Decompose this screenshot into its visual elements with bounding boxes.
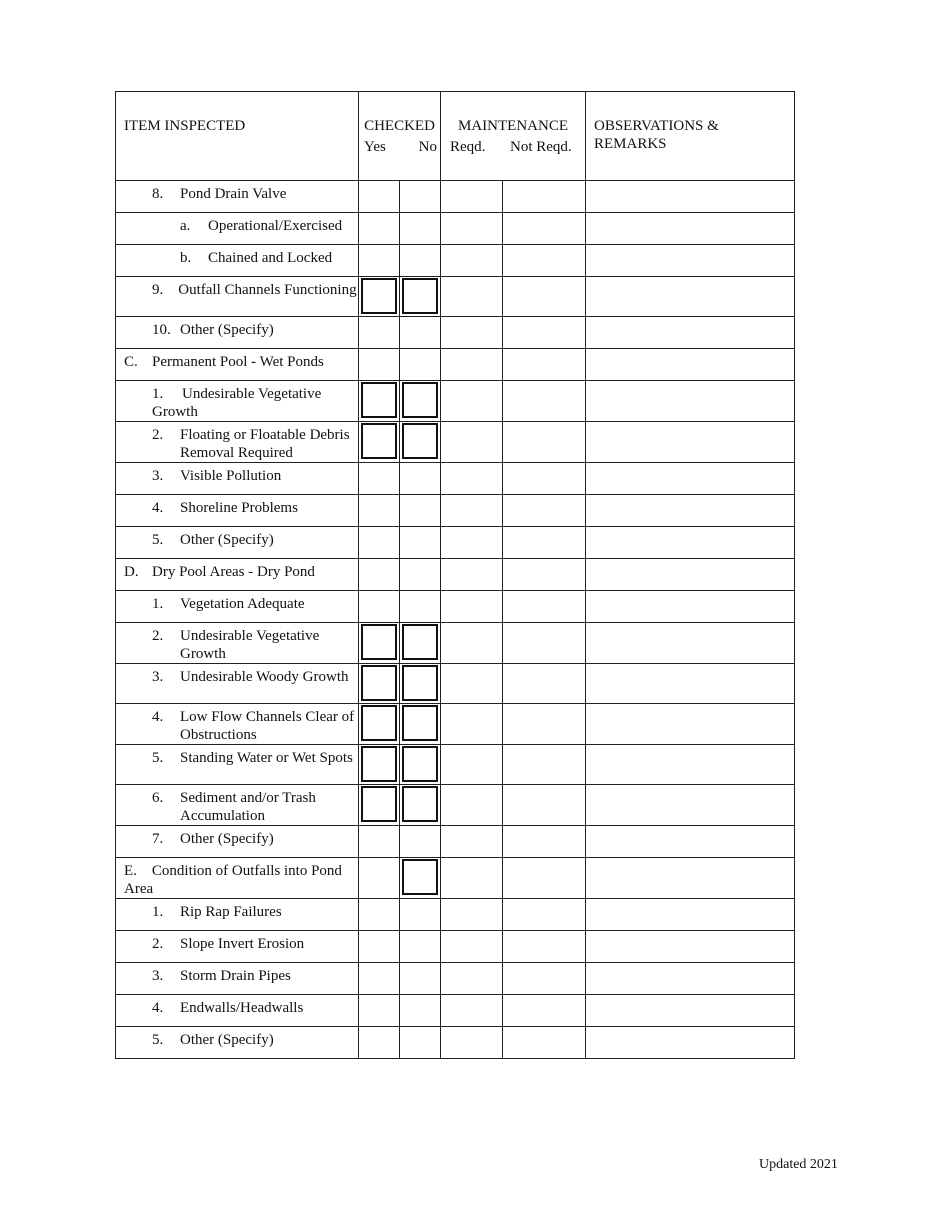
yes-checkbox[interactable] [361,423,397,459]
table-row [116,181,795,213]
yes-cell[interactable] [359,349,400,381]
updated-note: Updated 2021 [759,1157,838,1172]
yes-cell[interactable] [359,213,400,245]
not-reqd-cell[interactable] [503,559,586,591]
reqd-cell[interactable] [441,745,503,785]
yes-cell[interactable] [359,495,400,527]
no-cell[interactable] [400,623,441,664]
remarks-cell[interactable] [586,704,795,745]
reqd-cell[interactable] [441,317,503,349]
yes-cell[interactable] [359,623,400,664]
remarks-label: REMARKS [594,136,667,152]
item-label: 5. Other (Specify) [152,532,274,548]
reqd-cell[interactable] [441,559,503,591]
no-cell[interactable] [400,527,441,559]
yes-checkbox[interactable] [361,786,397,822]
item-label: 2. Undesirable Vegetative Growth [152,628,320,662]
no-cell[interactable] [400,858,441,899]
item-label: 1. Undesirable Vegetative Growth [152,386,322,420]
no-checkbox[interactable] [402,705,438,741]
yes-cell[interactable] [359,664,400,704]
observations-header [586,92,795,181]
no-cell[interactable] [400,995,441,1027]
table-row [116,527,795,559]
item-inspected-label: ITEM INSPECTED [124,118,246,134]
item-label: a. Operational/Exercised [180,218,343,234]
item-label: 3. Undesirable Woody Growth [152,669,349,685]
table-row [116,591,795,623]
yes-cell[interactable] [359,826,400,858]
item-label: 4. Low Flow Channels Clear of Obstructions [152,709,355,743]
no-cell[interactable] [400,181,441,213]
table-row [116,785,795,826]
yes-cell[interactable] [359,422,400,463]
table-row [116,931,795,963]
yes-cell[interactable] [359,591,400,623]
remarks-cell[interactable] [586,181,795,213]
remarks-cell[interactable] [586,349,795,381]
item-label: 3. Storm Drain Pipes [152,968,291,984]
yes-cell[interactable] [359,931,400,963]
table-row [116,317,795,349]
table-row [116,745,795,785]
reqd-cell[interactable] [441,349,503,381]
table-row [116,826,795,858]
item-label: 2. Floating or Floatable Debris Removal Required [152,427,350,461]
table-row [116,213,795,245]
not-reqd-cell[interactable] [503,785,586,826]
item-label: 9. Outfall Channels Functioning [152,282,357,298]
reqd-cell[interactable] [441,381,503,422]
not-reqd-cell[interactable] [503,277,586,317]
remarks-cell[interactable] [586,317,795,349]
no-cell[interactable] [400,899,441,931]
not-reqd-cell[interactable] [503,591,586,623]
yes-cell[interactable] [359,317,400,349]
reqd-cell[interactable] [441,858,503,899]
table-row [116,559,795,591]
not-reqd-cell[interactable] [503,858,586,899]
table-row [116,858,795,899]
yes-cell[interactable] [359,381,400,422]
no-checkbox[interactable] [402,278,438,314]
not-reqd-cell[interactable] [503,181,586,213]
not-reqd-cell[interactable] [503,245,586,277]
no-cell[interactable] [400,704,441,745]
remarks-cell[interactable] [586,527,795,559]
no-cell[interactable] [400,245,441,277]
no-cell[interactable] [400,317,441,349]
not-reqd-cell[interactable] [503,745,586,785]
remarks-cell[interactable] [586,899,795,931]
remarks-cell[interactable] [586,931,795,963]
table-row [116,664,795,704]
no-cell[interactable] [400,495,441,527]
item-label: 8. Pond Drain Valve [152,186,287,202]
not-reqd-cell[interactable] [503,495,586,527]
item-label: 1. Vegetation Adequate [152,596,305,612]
reqd-cell[interactable] [441,664,503,704]
reqd-cell[interactable] [441,826,503,858]
item-label: 1. Rip Rap Failures [152,904,282,920]
not-reqd-cell[interactable] [503,381,586,422]
not-reqd-cell[interactable] [503,931,586,963]
reqd-cell[interactable] [441,422,503,463]
reqd-cell[interactable] [441,995,503,1027]
reqd-cell[interactable] [441,931,503,963]
reqd-cell[interactable] [441,181,503,213]
no-label: No [418,139,437,155]
no-checkbox[interactable] [402,624,438,660]
item-label: 5. Other (Specify) [152,1032,274,1048]
remarks-cell[interactable] [586,623,795,664]
not-reqd-cell[interactable] [503,899,586,931]
item-label: 4. Endwalls/Headwalls [152,1000,304,1016]
not-reqd-cell[interactable] [503,826,586,858]
not-reqd-cell[interactable] [503,623,586,664]
not-reqd-cell[interactable] [503,995,586,1027]
reqd-cell[interactable] [441,527,503,559]
yes-checkbox[interactable] [361,665,397,701]
checked-label: CHECKED [364,118,435,134]
no-cell[interactable] [400,1027,441,1059]
remarks-cell[interactable] [586,664,795,704]
reqd-cell[interactable] [441,963,503,995]
reqd-cell[interactable] [441,785,503,826]
no-checkbox[interactable] [402,665,438,701]
yes-checkbox[interactable] [361,624,397,660]
yes-cell[interactable] [359,995,400,1027]
no-checkbox[interactable] [402,859,438,895]
no-cell[interactable] [400,931,441,963]
reqd-cell[interactable] [441,704,503,745]
table-row [116,277,795,317]
table-row [116,349,795,381]
yes-cell[interactable] [359,963,400,995]
table-row [116,463,795,495]
item-inspected-header [116,92,359,181]
not-reqd-cell[interactable] [503,213,586,245]
no-cell[interactable] [400,213,441,245]
remarks-cell[interactable] [586,785,795,826]
yes-cell[interactable] [359,858,400,899]
item-label: b. Chained and Locked [180,250,333,266]
yes-cell[interactable] [359,463,400,495]
remarks-cell[interactable] [586,559,795,591]
no-checkbox[interactable] [402,382,438,418]
yes-label: Yes [364,139,386,155]
no-cell[interactable] [400,559,441,591]
yes-cell[interactable] [359,1027,400,1059]
table-row [116,381,795,422]
table-row [116,704,795,745]
remarks-cell[interactable] [586,463,795,495]
remarks-cell[interactable] [586,858,795,899]
reqd-cell[interactable] [441,591,503,623]
item-label: 6. Sediment and/or Trash Accumulation [152,790,316,824]
checked-header [359,92,441,181]
yes-checkbox[interactable] [361,382,397,418]
item-label: 4. Shoreline Problems [152,500,298,516]
section-label: C. Permanent Pool - Wet Ponds [124,354,324,370]
no-cell[interactable] [400,963,441,995]
not-reqd-cell[interactable] [503,527,586,559]
remarks-cell[interactable] [586,963,795,995]
table-row [116,1027,795,1059]
not-reqd-label: Not Reqd. [510,139,572,155]
no-checkbox[interactable] [402,423,438,459]
item-label: 3. Visible Pollution [152,468,282,484]
not-reqd-cell[interactable] [503,349,586,381]
maintenance-label: MAINTENANCE [458,118,568,134]
remarks-cell[interactable] [586,213,795,245]
no-cell[interactable] [400,591,441,623]
yes-cell[interactable] [359,785,400,826]
remarks-cell[interactable] [586,1027,795,1059]
yes-cell[interactable] [359,245,400,277]
table-row [116,995,795,1027]
item-label: 10. Other (Specify) [152,322,274,338]
not-reqd-cell[interactable] [503,422,586,463]
not-reqd-cell[interactable] [503,463,586,495]
yes-checkbox[interactable] [361,705,397,741]
yes-cell[interactable] [359,527,400,559]
reqd-cell[interactable] [441,463,503,495]
not-reqd-cell[interactable] [503,1027,586,1059]
no-cell[interactable] [400,277,441,317]
no-cell[interactable] [400,785,441,826]
item-label: 5. Standing Water or Wet Spots [152,750,353,766]
yes-cell[interactable] [359,899,400,931]
reqd-cell[interactable] [441,1027,503,1059]
no-cell[interactable] [400,349,441,381]
table-row [116,422,795,463]
no-cell[interactable] [400,381,441,422]
yes-checkbox[interactable] [361,746,397,782]
header-row [116,92,795,181]
yes-cell[interactable] [359,181,400,213]
not-reqd-cell[interactable] [503,704,586,745]
table-row [116,899,795,931]
section-label: D. Dry Pool Areas - Dry Pond [124,564,315,580]
item-label: 7. Other (Specify) [152,831,274,847]
no-cell[interactable] [400,745,441,785]
section-label: E. Condition of Outfalls into Pond Area [124,863,342,897]
table-row [116,623,795,664]
remarks-cell[interactable] [586,245,795,277]
no-cell[interactable] [400,826,441,858]
reqd-cell[interactable] [441,245,503,277]
not-reqd-cell[interactable] [503,664,586,704]
remarks-cell[interactable] [586,745,795,785]
reqd-cell[interactable] [441,899,503,931]
remarks-cell[interactable] [586,591,795,623]
table-row [116,495,795,527]
no-checkbox[interactable] [402,746,438,782]
not-reqd-cell[interactable] [503,963,586,995]
no-cell[interactable] [400,664,441,704]
reqd-cell[interactable] [441,213,503,245]
yes-cell[interactable] [359,277,400,317]
remarks-cell[interactable] [586,277,795,317]
yes-cell[interactable] [359,559,400,591]
table-row [116,963,795,995]
not-reqd-cell[interactable] [503,317,586,349]
table-row [116,245,795,277]
reqd-cell[interactable] [441,277,503,317]
no-cell[interactable] [400,463,441,495]
no-cell[interactable] [400,422,441,463]
inspection-table [115,91,795,1059]
reqd-label: Reqd. [450,139,486,155]
reqd-cell[interactable] [441,495,503,527]
yes-cell[interactable] [359,704,400,745]
observations-label: OBSERVATIONS & [594,118,719,134]
yes-cell[interactable] [359,745,400,785]
remarks-cell[interactable] [586,422,795,463]
yes-checkbox[interactable] [361,278,397,314]
remarks-cell[interactable] [586,381,795,422]
maintenance-header [441,92,586,181]
reqd-cell[interactable] [441,623,503,664]
item-label: 2. Slope Invert Erosion [152,936,305,952]
remarks-cell[interactable] [586,995,795,1027]
no-checkbox[interactable] [402,786,438,822]
remarks-cell[interactable] [586,495,795,527]
remarks-cell[interactable] [586,826,795,858]
